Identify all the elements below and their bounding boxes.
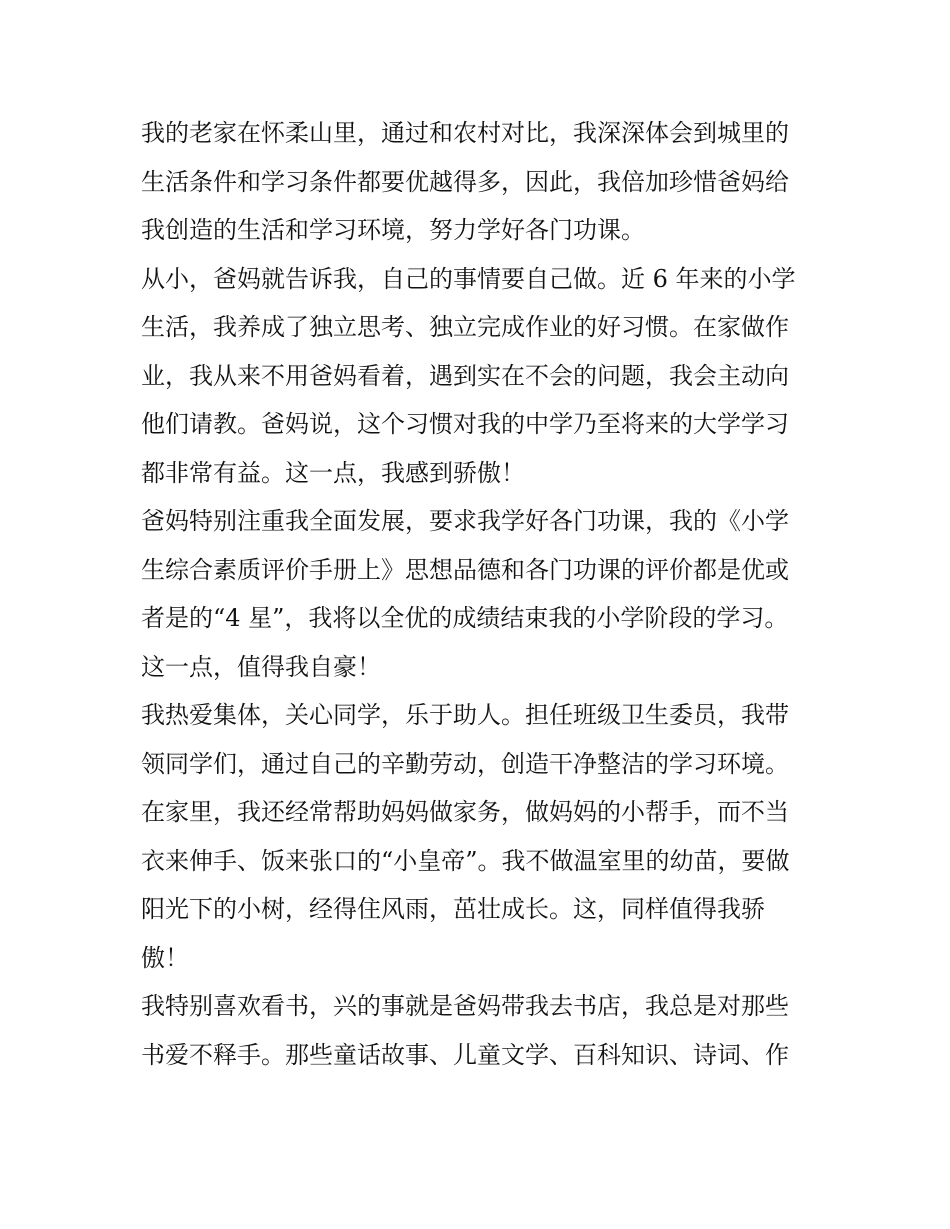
text-line: 我热爱集体，关心同学，乐于助人。担任班级卫生委员，我带 bbox=[141, 701, 789, 729]
text-line: 阳光下的小树，经得住风雨，茁壮成长。这，同样值得我骄 bbox=[141, 895, 765, 923]
text-line: 从小，爸妈就告诉我，自己的事情要自己做。近 6 年来的小学 bbox=[141, 264, 796, 293]
text-line: 书爱不释手。那些童话故事、儿童文学、百科知识、诗词、作 bbox=[141, 1040, 789, 1069]
body-text bbox=[141, 109, 831, 1079]
text-line: 傲！ bbox=[141, 943, 189, 972]
text-line: 都非常有益。这一点，我感到骄傲！ bbox=[141, 458, 525, 487]
text-line: 爸妈特别注重我全面发展，要求我学好各门功课，我的《小学 bbox=[141, 507, 789, 535]
text-line: 者是的“4 星”，我将以全优的成绩结束我的小学阶段的学习。 bbox=[141, 604, 789, 632]
text-line: 领同学们，通过自己的辛勤劳动，创造干净整洁的学习环境。 bbox=[141, 749, 789, 778]
text-line: 这一点，值得我自豪！ bbox=[141, 652, 381, 681]
text-line: 生活条件和学习条件都要优越得多，因此，我倍加珍惜爸妈给 bbox=[141, 167, 789, 196]
text-line: 我特别喜欢看书，兴的事就是爸妈带我去书店，我总是对那些 bbox=[141, 992, 789, 1020]
text-line: 他们请教。爸妈说，这个习惯对我的中学乃至将来的大学学习 bbox=[141, 410, 789, 438]
text-line: 在家里，我还经常帮助妈妈做家务，做妈妈的小帮手，而不当 bbox=[141, 798, 789, 826]
text-line: 生活，我养成了独立思考、独立完成作业的好习惯。在家做作 bbox=[141, 313, 789, 341]
text-line: 我创造的生活和学习环境，努力学好各门功课。 bbox=[141, 216, 645, 244]
text-line: 业，我从来不用爸妈看着，遇到实在不会的问题，我会主动向 bbox=[141, 361, 789, 390]
text-line: 生综合素质评价手册上》思想品德和各门功课的评价都是优或 bbox=[141, 555, 789, 584]
text-line: 衣来伸手、饭来张口的“小皇帝”。我不做温室里的幼苗，要做 bbox=[141, 846, 790, 875]
text-line: 我的老家在怀柔山里，通过和农村对比，我深深体会到城里的 bbox=[141, 119, 789, 147]
